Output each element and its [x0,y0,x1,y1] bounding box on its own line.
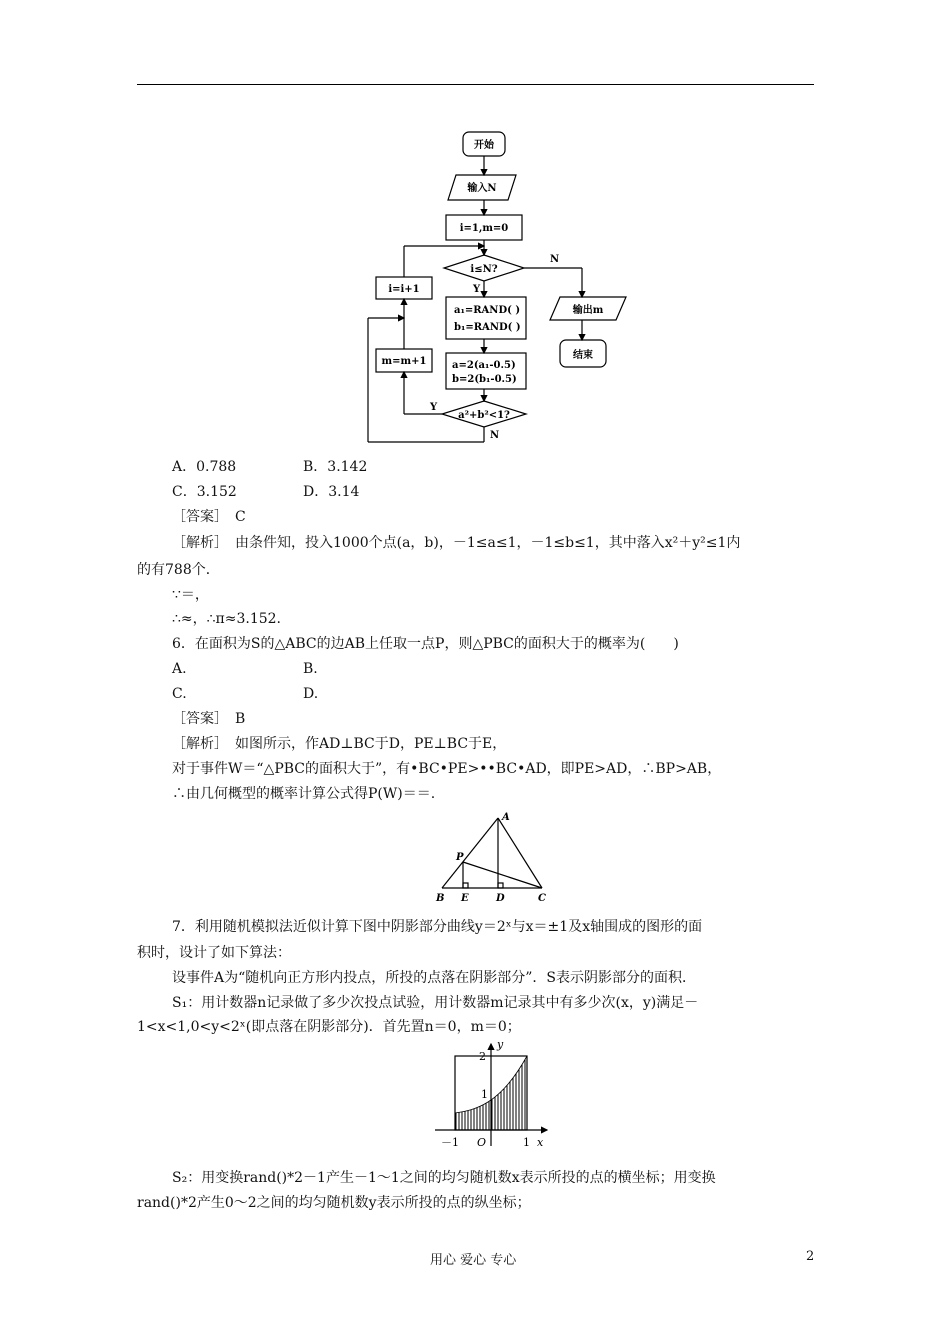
rand-a-label: a₁=RAND( ) [454,305,521,316]
page-number: 2 [806,1249,815,1264]
vertex-c-label: C [538,893,546,904]
q6-option-b: B. [303,661,318,677]
output-label: 输出m [572,305,604,316]
tick-x-1: 1 [523,1136,530,1149]
start-label: 开始 [474,140,494,151]
inc-i-label: i=i+1 [388,284,420,295]
vertex-b-label: B [436,893,445,904]
q5-option-c: C．3.152 [172,484,237,500]
q6-analysis-2: 对于事件W＝“△PBC的面积大于”，有•BC•PE>••BC•AD，即PE>AD，∴BP>AB， [172,761,722,777]
rand-b-label: b₁=RAND( ) [454,322,521,333]
exponential-graph [425,1038,565,1156]
q7-line-3: 设事件A为“随机向正方形内投点，所投的点落在阴影部分”．S表示阴影部分的面积． [172,970,697,986]
x-axis-label: x [537,1136,544,1149]
q6-option-d: D. [303,686,319,702]
q7-line-4: S₁：用计数器n记录做了多少次投点试验，用计数器m记录其中有多少次(x，y)满足－ [172,995,699,1011]
no-label-1: N [550,254,560,265]
header-rule [137,84,814,85]
tick-y-1: 1 [481,1088,488,1101]
yes-label-1: Y [473,284,481,295]
input-label: 输入N [467,183,497,194]
q6-analysis-1: ［解析］ 如图所示，作AD⊥BC于D，PE⊥BC于E， [172,736,507,752]
transform-a-label: a=2(a₁-0.5) [452,360,516,371]
transform-b-label: b=2(b₁-0.5) [452,374,517,385]
y-axis-label: y [497,1038,504,1051]
q5-analysis-1: ［解析］ 由条件知，投入1000个点(a，b)，－1≤a≤1，－1≤b≤1，其中落入x²＋y²≤1内 [172,535,741,551]
point-e-label: E [461,893,469,904]
q5-analysis-3: ∵＝， [172,587,209,603]
inc-m-label: m=m+1 [381,356,427,367]
cond1-label: i≤N? [470,264,498,275]
q7-line-7: rand()*2产生0～2之间的均匀随机数y表示所投的点的纵坐标； [137,1195,531,1211]
q7-line-2: 积时，设计了如下算法： [137,945,291,961]
q5-analysis-4: ∴≈，∴π≈3.152. [172,611,282,627]
vertex-a-label: A [502,812,510,823]
q5-analysis-2: 的有788个． [137,562,220,578]
flowchart-diagram [360,120,640,450]
origin-label: O [477,1136,487,1149]
end-label: 结束 [573,350,593,361]
point-p-label: P [456,852,464,863]
q6-analysis-3: ∴由几何概型的概率计算公式得P(W)＝＝. [172,786,436,802]
q6-option-a: A. [172,661,187,677]
q5-option-d: D．3.14 [303,484,360,500]
footer-slogan: 用心 爱心 专心 [430,1253,517,1268]
q5-option-a: A．0.788 [172,459,237,475]
triangle-diagram [430,808,560,908]
cond2-label: a²+b²<1? [458,410,510,421]
q7-line-1: 7．利用随机模拟法近似计算下图中阴影部分曲线y＝2ˣ与x＝±1及x轴围成的图形的面 [172,919,703,935]
no-label-2: N [490,430,500,441]
q5-option-b: B．3.142 [303,459,368,475]
q7-line-6: S₂：用变换rand()*2－1产生－1～1之间的均匀随机数x表示所投的点的横坐标；用变换 [172,1170,716,1186]
q6-option-c: C. [172,686,187,702]
q7-line-5: 1<x<1,0<y<2ˣ(即点落在阴影部分)．首先置n＝0，m＝0； [137,1019,521,1035]
yes-label-2: Y [430,402,438,413]
tick-y-2: 2 [479,1050,486,1063]
point-d-label: D [496,893,505,904]
tick-x-neg1: －1 [441,1136,459,1149]
q6-answer: ［答案］ B [172,711,246,727]
q6-question: 6．在面积为S的△ABC的边AB上任取一点P，则△PBC的面积大于的概率为( ) [172,636,679,652]
init-label: i=1,m=0 [459,223,509,234]
q5-answer: ［答案］ C [172,509,246,525]
